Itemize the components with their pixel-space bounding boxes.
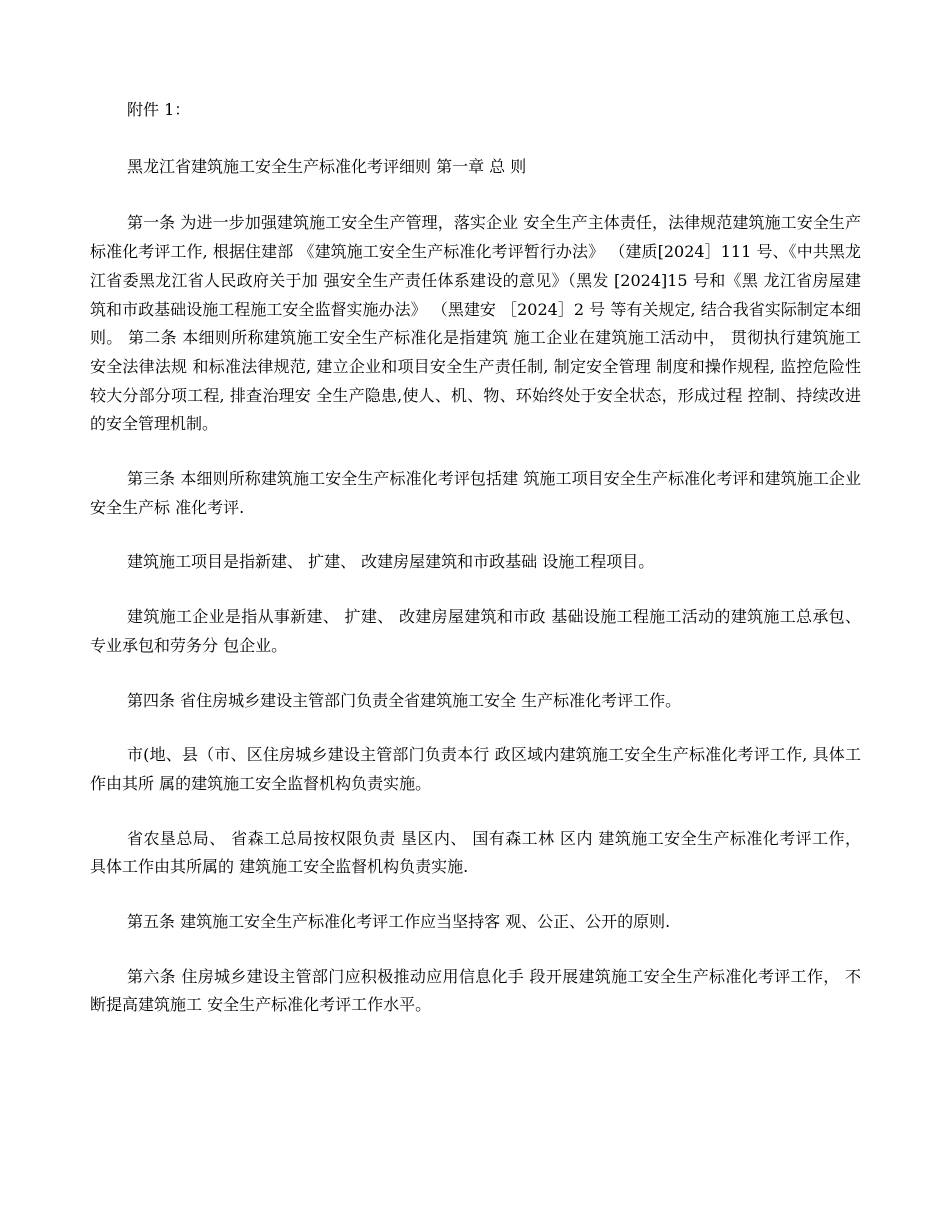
paragraph: 第六条 住房城乡建设主管部门应积极推动应用信息化手 段开展建筑施工安全生产标准化考评工作， 不断提高建筑施工 安全生产标准化考评工作水平。	[90, 966, 861, 1015]
attachment-label: 附件 1：	[127, 100, 191, 119]
paragraph: 第一条 为进一步加强建筑施工安全生产管理，落实企业 安全生产主体责任，法律规范建筑施工安全生产标准化考评工作, 根据住建部 《建筑施工安全生产标准化考评暂行办法》 （建质[2024］111 号、《中共黑龙江省委黑龙江省人民政府关于加 强安全生产责任体系建设的意见》（黑发 [2024]15 号和《黑 龙江省房屋建筑和市政基础设施工程施工安全监督实施办法》 （黑建安 ［2024］2 号 等有关规定, 结合我省实际制定本细则。 第二条 本细则所称建筑施工安全生产标准化是指建筑 施工企业在建筑施工活动中， 贯彻执行建筑施工安全法律法规 和标准法律规范, 建立企业和项目安全生产责任制, 制定安全管理 制度和操作规程, 监控危险性较大分部分项工程, 排查治理安 全生产隐患,使人、机、物、环始终处于安全状态，形成过程 控制、持续改进的安全管理机制。	[90, 213, 861, 434]
paragraph: 第四条 省住房城乡建设主管部门负责全省建筑施工安全 生产标准化考评工作。	[127, 690, 682, 710]
paragraph: 第三条 本细则所称建筑施工安全生产标准化考评包括建 筑施工项目安全生产标准化考评和建筑施工企业安全生产标 准化考评.	[90, 469, 861, 517]
document-body	[90, 96, 861, 1046]
paragraph: 省农垦总局、 省森工总局按权限负责 垦区内、 国有森工林 区内 建筑施工安全生产标准化考评工作， 具体工作由其所属的 建筑施工安全监督机构负责实施.	[90, 828, 861, 877]
paragraph: 市(地、县（市、区住房城乡建设主管部门负责本行 政区域内建筑施工安全生产标准化考评工作, 具体工作由其所 属的建筑施工安全监督机构负责实施。	[90, 745, 861, 793]
paragraph: 第五条 建筑施工安全生产标准化考评工作应当坚持客 观、公正、公开的原则.	[127, 912, 671, 932]
paragraph: 建筑施工项目是指新建、 扩建、 改建房屋建筑和市政基础 设施工程项目。	[127, 552, 655, 572]
document-title: 黑龙江省建筑施工安全生产标准化考评细则 第一章 总 则	[127, 156, 527, 176]
paragraph: 建筑施工企业是指从事新建、 扩建、 改建房屋建筑和市政 基础设施工程施工活动的建筑施工总承包、 专业承包和劳务分 包企业。	[90, 607, 861, 655]
